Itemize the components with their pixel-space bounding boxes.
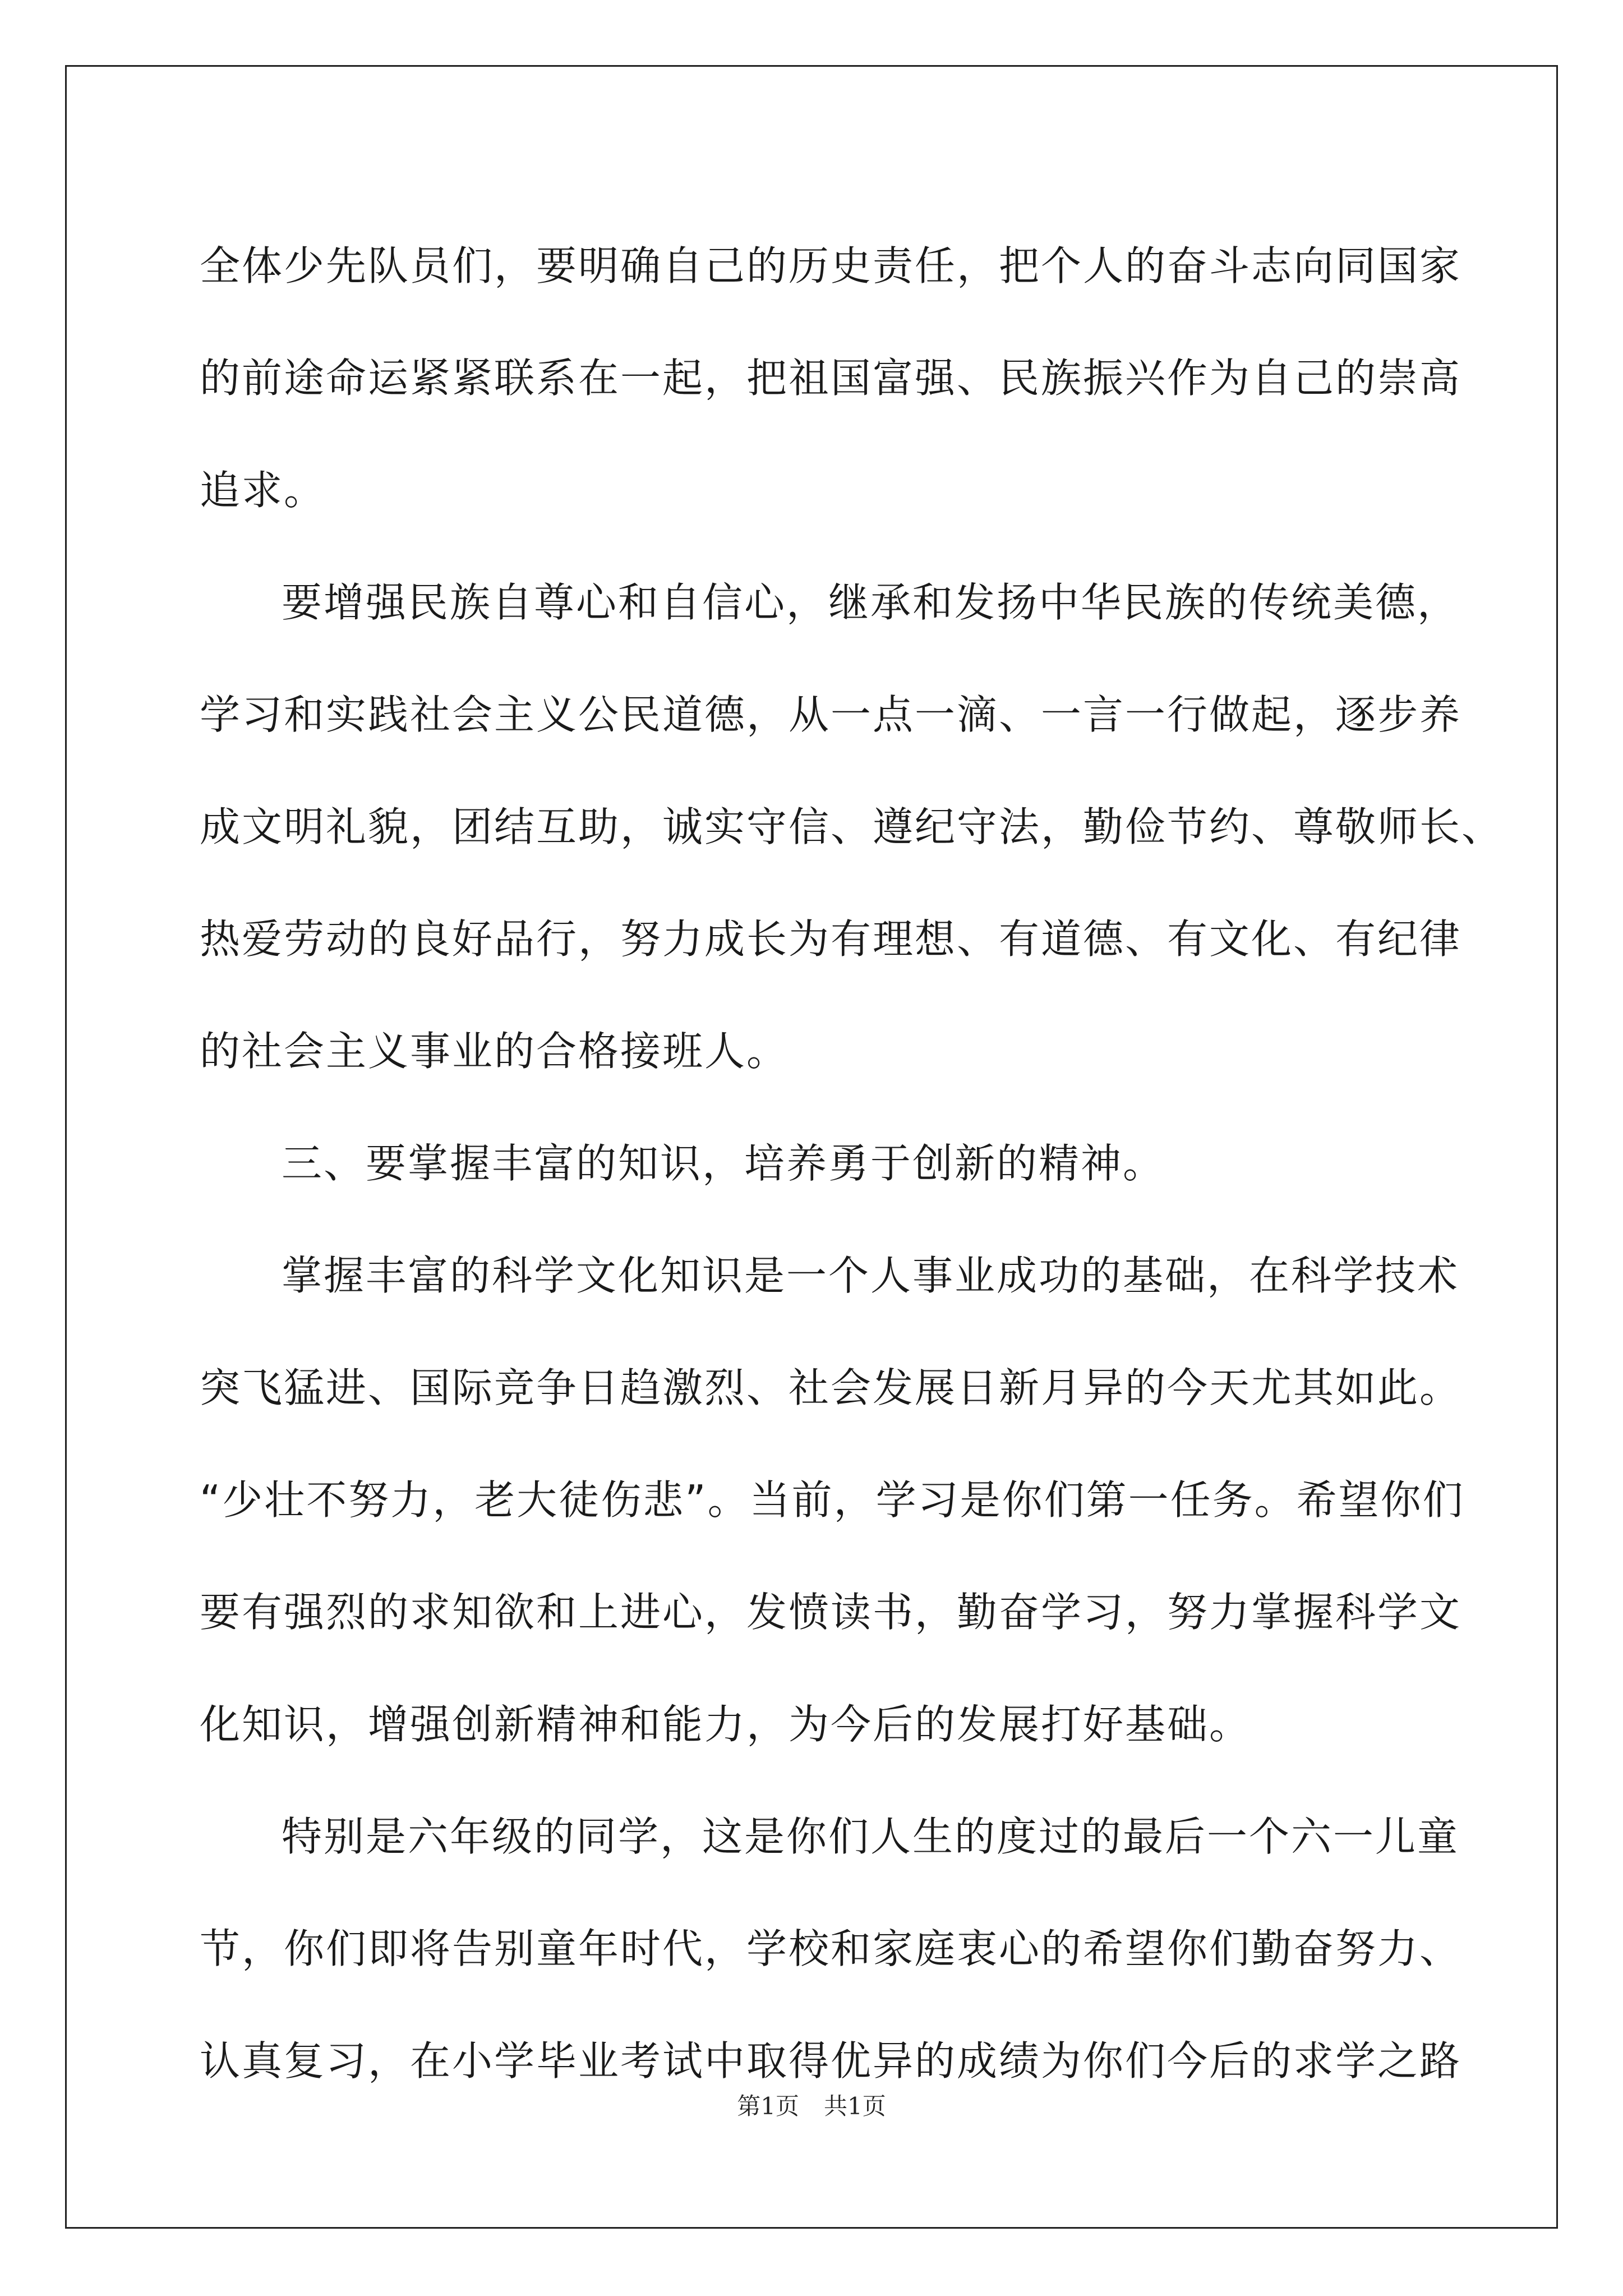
text-line: 热爱劳动的良好品行，努力成长为有理想、有道德、有文化、有纪律: [200, 915, 1462, 963]
text-line: 化知识，增强创新精神和能力，为今后的发展打好基础。: [200, 1701, 1252, 1748]
page-number-total: 共1页: [824, 2092, 886, 2120]
paragraph-first-line: 要增强民族自尊心和自信心，继承和发扬中华民族的传统美德，: [282, 579, 1460, 626]
text-line: 要有强烈的求知欲和上进心，发愤读书，勤奋学习，努力掌握科学文: [200, 1589, 1462, 1636]
paragraph-first-line: 掌握丰富的科学文化知识是一个人事业成功的基础，在科学技术: [282, 1252, 1460, 1299]
text-line: 成文明礼貌，团结互助，诚实守信、遵纪守法，勤俭节约、尊敬师长、: [200, 803, 1504, 850]
text-line: 的社会主义事业的合格接班人。: [200, 1028, 789, 1075]
text-line: 全体少先队员们，要明确自己的历史责任，把个人的奋斗志向同国家: [200, 242, 1462, 289]
text-line: 追求。: [200, 467, 326, 514]
text-line: “少壮不努力，老大徒伤悲”。当前，学习是你们第一任务。希望你们: [200, 1476, 1465, 1524]
paragraph-first-line: 特别是六年级的同学，这是你们人生的度过的最后一个六一儿童: [282, 1813, 1460, 1860]
text-line: 的前途命运紧紧联系在一起，把祖国富强、民族振兴作为自己的崇高: [200, 355, 1462, 402]
text-line: 突飞猛进、国际竞争日趋激烈、社会发展日新月异的今天尤其如此。: [200, 1364, 1462, 1411]
document-body: [200, 210, 1504, 2117]
text-line: 学习和实践社会主义公民道德，从一点一滴、一言一行做起，逐步养: [200, 691, 1462, 738]
section-heading: 三、要掌握丰富的知识，培养勇于创新的精神。: [282, 1140, 1165, 1187]
page-number-current: 第1页: [737, 2092, 799, 2120]
text-line: 认真复习，在小学毕业考试中取得优异的成绩为你们今后的求学之路: [200, 2037, 1462, 2085]
text-line: 节，你们即将告别童年时代，学校和家庭衷心的希望你们勤奋努力、: [200, 1925, 1462, 1972]
page-footer: [0, 2088, 1623, 2122]
